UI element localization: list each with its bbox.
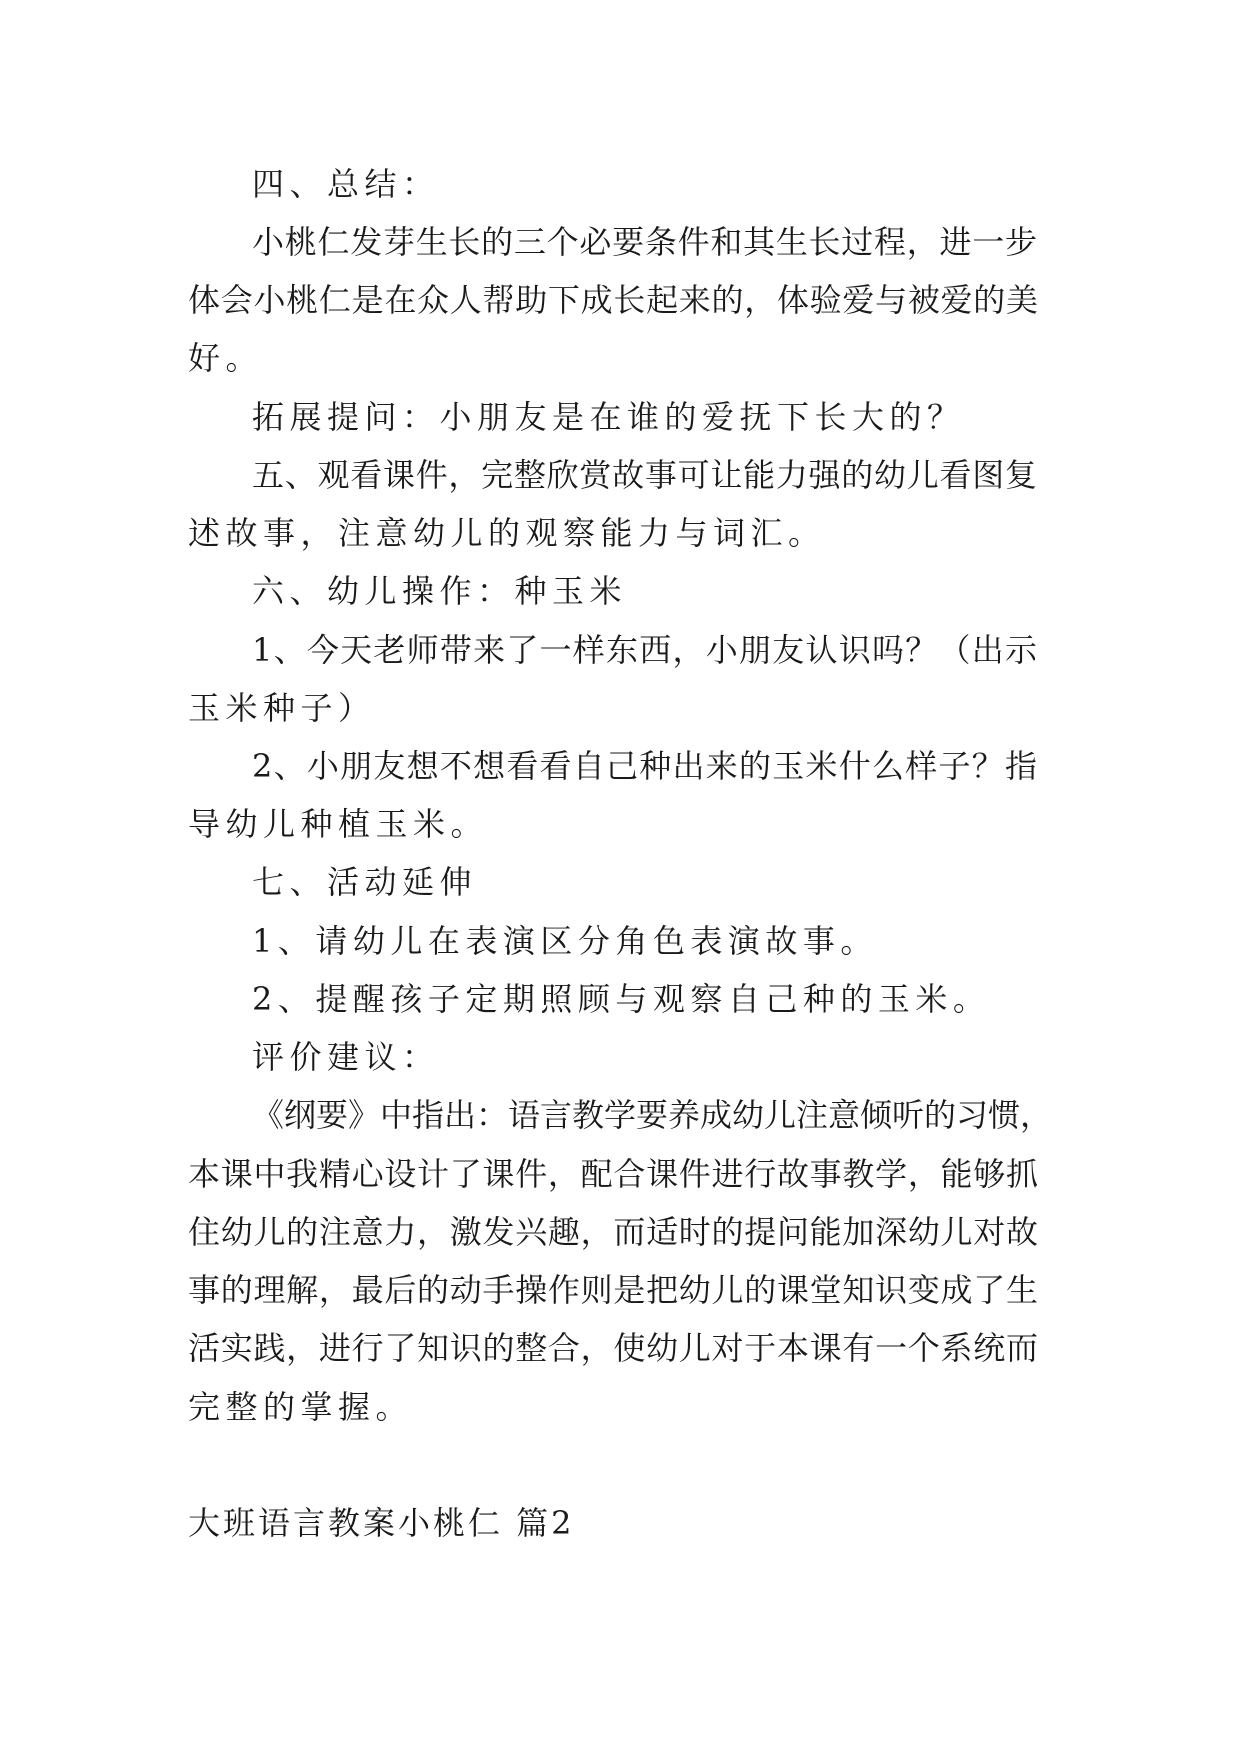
paragraph-line: 好。 <box>188 339 264 377</box>
list-item: 1、今天老师带来了一样东西，小朋友认识吗？（出示 <box>252 631 1037 669</box>
paragraph-line: 住幼儿的注意力，激发兴趣，而适时的提问能加深幼儿对故 <box>188 1213 1038 1251</box>
list-item: 2、小朋友想不想看看自己种出来的玉米什么样子？指 <box>252 747 1037 785</box>
paragraph-line: 《纲要》中指出：语言教学要养成幼儿注意倾听的习惯， <box>252 1096 1053 1134</box>
article-title: 大班语言教案小桃仁 篇2 <box>188 1504 575 1542</box>
paragraph-line: 小桃仁发芽生长的三个必要条件和其生长过程，进一步 <box>252 223 1037 261</box>
paragraph-line: 体会小桃仁是在众人帮助下成长起来的，体验爱与被爱的美 <box>188 281 1038 319</box>
list-item: 1、请幼儿在表演区分角色表演故事。 <box>252 922 878 960</box>
paragraph-line: 述故事，注意幼儿的观察能力与词汇。 <box>188 514 826 552</box>
paragraph-line: 完整的掌握。 <box>188 1388 414 1426</box>
paragraph-line: 玉米种子） <box>188 689 376 727</box>
section-heading-summary: 四、总结： <box>252 165 440 203</box>
paragraph-line: 活实践，进行了知识的整合，使幼儿对于本课有一个系统而 <box>188 1329 1038 1367</box>
list-item: 2、提醒孩子定期照顾与观察自己种的玉米。 <box>252 980 991 1018</box>
paragraph-line: 事的理解，最后的动手操作则是把幼儿的课堂知识变成了生 <box>188 1271 1038 1309</box>
section-heading-child-activity: 六、幼儿操作：种玉米 <box>252 572 628 610</box>
section-heading-evaluation: 评价建议： <box>252 1038 440 1076</box>
section-heading-watch-courseware: 五、观看课件，完整欣赏故事可让能力强的幼儿看图复 <box>252 456 1037 494</box>
paragraph-line: 导幼儿种植玉米。 <box>188 805 489 843</box>
paragraph-line: 拓展提问：小朋友是在谁的爱抚下长大的？ <box>252 398 965 436</box>
section-heading-extension: 七、活动延伸 <box>252 863 478 901</box>
paragraph-line: 本课中我精心设计了课件，配合课件进行故事教学，能够抓 <box>188 1155 1038 1193</box>
